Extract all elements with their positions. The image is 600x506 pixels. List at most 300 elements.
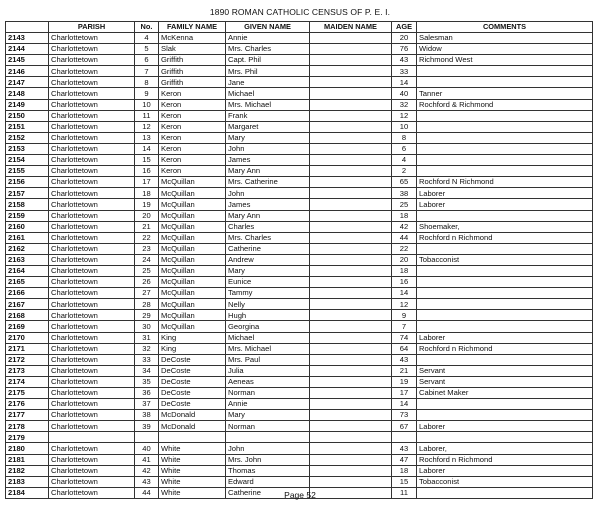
column-header-age: AGE (392, 22, 417, 33)
table-row (6, 421, 593, 432)
table-row (6, 376, 593, 387)
cell-given-name: Michael (226, 332, 310, 343)
cell-age: 14 (392, 399, 417, 410)
cell-parish: Charlottetown (49, 410, 135, 421)
cell-comments: Laborer, (417, 443, 593, 454)
cell-household-number: 41 (135, 454, 159, 465)
cell-parish: Charlottetown (49, 332, 135, 343)
cell-parish: Charlottetown (49, 99, 135, 110)
cell-age: 64 (392, 343, 417, 354)
cell-maiden-name (310, 443, 392, 454)
cell-maiden-name (310, 376, 392, 387)
cell-maiden-name (310, 299, 392, 310)
cell-maiden-name (310, 354, 392, 365)
cell-family-name: Slak (159, 44, 226, 55)
cell-given-name: Mrs. Michael (226, 343, 310, 354)
cell-family-name: DeCoste (159, 365, 226, 376)
cell-record-number: 2172 (6, 354, 49, 365)
table-row (6, 77, 593, 88)
cell-family-name: McQuillan (159, 199, 226, 210)
cell-comments: Servant (417, 376, 593, 387)
cell-parish (49, 432, 135, 443)
cell-family-name: McQuillan (159, 265, 226, 276)
cell-family-name: Keron (159, 155, 226, 166)
cell-family-name: White (159, 487, 226, 498)
cell-comments: Servant (417, 365, 593, 376)
cell-comments (417, 299, 593, 310)
cell-record-number: 2170 (6, 332, 49, 343)
cell-age: 43 (392, 354, 417, 365)
table-row (6, 199, 593, 210)
cell-age: 43 (392, 55, 417, 66)
cell-comments: Laborer (417, 188, 593, 199)
cell-family-name: McQuillan (159, 188, 226, 199)
cell-comments: Shoemaker, (417, 221, 593, 232)
cell-family-name: King (159, 332, 226, 343)
cell-parish: Charlottetown (49, 110, 135, 121)
cell-family-name: McQuillan (159, 232, 226, 243)
table-row (6, 232, 593, 243)
cell-record-number: 2167 (6, 299, 49, 310)
cell-household-number: 24 (135, 254, 159, 265)
cell-given-name: Mrs. Phil (226, 66, 310, 77)
cell-record-number: 2173 (6, 365, 49, 376)
cell-household-number: 17 (135, 177, 159, 188)
cell-family-name: White (159, 443, 226, 454)
table-row (6, 299, 593, 310)
cell-comments: Cabinet Maker (417, 388, 593, 399)
cell-family-name: McQuillan (159, 299, 226, 310)
cell-household-number: 27 (135, 288, 159, 299)
cell-comments: Rochford n Richmond (417, 232, 593, 243)
cell-household-number: 31 (135, 332, 159, 343)
cell-family-name: DeCoste (159, 388, 226, 399)
cell-parish: Charlottetown (49, 343, 135, 354)
cell-maiden-name (310, 254, 392, 265)
cell-household-number: 16 (135, 166, 159, 177)
cell-maiden-name (310, 99, 392, 110)
cell-comments (417, 410, 593, 421)
cell-maiden-name (310, 454, 392, 465)
table-row (6, 99, 593, 110)
cell-age: 40 (392, 88, 417, 99)
cell-record-number: 2143 (6, 33, 49, 44)
cell-maiden-name (310, 155, 392, 166)
cell-maiden-name (310, 33, 392, 44)
cell-family-name: McDonald (159, 410, 226, 421)
cell-maiden-name (310, 66, 392, 77)
cell-comments (417, 166, 593, 177)
cell-household-number: 29 (135, 310, 159, 321)
cell-household-number: 9 (135, 88, 159, 99)
cell-comments: Rochford n Richmond (417, 343, 593, 354)
cell-family-name: DeCoste (159, 376, 226, 387)
cell-age: 65 (392, 177, 417, 188)
cell-maiden-name (310, 343, 392, 354)
cell-given-name: James (226, 155, 310, 166)
table-row (6, 55, 593, 66)
cell-maiden-name (310, 221, 392, 232)
cell-parish: Charlottetown (49, 55, 135, 66)
cell-record-number: 2165 (6, 277, 49, 288)
cell-maiden-name (310, 365, 392, 376)
cell-given-name: John (226, 188, 310, 199)
cell-age: 67 (392, 421, 417, 432)
cell-age: 47 (392, 454, 417, 465)
cell-given-name: Annie (226, 33, 310, 44)
cell-given-name: Aeneas (226, 376, 310, 387)
cell-maiden-name (310, 88, 392, 99)
table-row (6, 277, 593, 288)
cell-parish: Charlottetown (49, 277, 135, 288)
cell-family-name: McDonald (159, 421, 226, 432)
cell-parish: Charlottetown (49, 310, 135, 321)
cell-household-number: 39 (135, 421, 159, 432)
cell-comments (417, 243, 593, 254)
cell-given-name: Mrs. Charles (226, 44, 310, 55)
cell-parish: Charlottetown (49, 232, 135, 243)
census-table (5, 21, 593, 499)
cell-record-number: 2152 (6, 132, 49, 143)
cell-family-name: Keron (159, 166, 226, 177)
cell-family-name: Griffith (159, 77, 226, 88)
cell-record-number: 2176 (6, 399, 49, 410)
cell-given-name: Thomas (226, 465, 310, 476)
cell-family-name: McQuillan (159, 310, 226, 321)
cell-comments (417, 399, 593, 410)
cell-family-name: King (159, 343, 226, 354)
cell-age: 14 (392, 77, 417, 88)
cell-comments (417, 354, 593, 365)
cell-age: 15 (392, 476, 417, 487)
cell-household-number: 33 (135, 354, 159, 365)
cell-given-name: Julia (226, 365, 310, 376)
cell-record-number: 2184 (6, 487, 49, 498)
cell-given-name: Mary (226, 410, 310, 421)
cell-household-number: 20 (135, 210, 159, 221)
cell-given-name: Georgina (226, 321, 310, 332)
cell-comments (417, 132, 593, 143)
cell-age: 74 (392, 332, 417, 343)
cell-household-number: 19 (135, 199, 159, 210)
cell-given-name: Michael (226, 88, 310, 99)
table-row (6, 432, 593, 443)
cell-comments (417, 143, 593, 154)
cell-parish: Charlottetown (49, 143, 135, 154)
cell-age: 21 (392, 365, 417, 376)
cell-household-number: 5 (135, 44, 159, 55)
cell-household-number: 18 (135, 188, 159, 199)
cell-parish: Charlottetown (49, 487, 135, 498)
cell-parish: Charlottetown (49, 265, 135, 276)
cell-parish: Charlottetown (49, 221, 135, 232)
cell-record-number: 2179 (6, 432, 49, 443)
cell-record-number: 2178 (6, 421, 49, 432)
cell-record-number: 2175 (6, 388, 49, 399)
cell-comments (417, 210, 593, 221)
cell-family-name: White (159, 476, 226, 487)
cell-family-name: White (159, 454, 226, 465)
column-header-family-name: FAMILY NAME (159, 22, 226, 33)
cell-comments: Tanner (417, 88, 593, 99)
cell-household-number: 32 (135, 343, 159, 354)
table-row (6, 243, 593, 254)
page-number: Page 52 (284, 490, 316, 500)
column-header-comments: COMMENTS (417, 22, 593, 33)
cell-given-name: Mrs. Paul (226, 354, 310, 365)
cell-age: 19 (392, 376, 417, 387)
cell-parish: Charlottetown (49, 177, 135, 188)
cell-household-number (135, 432, 159, 443)
table-row (6, 443, 593, 454)
table-row (6, 121, 593, 132)
table-row (6, 454, 593, 465)
cell-parish: Charlottetown (49, 121, 135, 132)
cell-record-number: 2171 (6, 343, 49, 354)
cell-family-name: DeCoste (159, 354, 226, 365)
cell-record-number: 2159 (6, 210, 49, 221)
cell-age: 44 (392, 232, 417, 243)
cell-parish: Charlottetown (49, 354, 135, 365)
cell-household-number: 21 (135, 221, 159, 232)
cell-household-number: 37 (135, 399, 159, 410)
cell-maiden-name (310, 388, 392, 399)
cell-age: 7 (392, 321, 417, 332)
cell-parish: Charlottetown (49, 210, 135, 221)
cell-given-name: Eunice (226, 277, 310, 288)
cell-family-name: McKenna (159, 33, 226, 44)
cell-family-name: Keron (159, 110, 226, 121)
cell-given-name: Mary Ann (226, 166, 310, 177)
cell-maiden-name (310, 166, 392, 177)
cell-household-number: 10 (135, 99, 159, 110)
cell-parish: Charlottetown (49, 199, 135, 210)
cell-maiden-name (310, 199, 392, 210)
cell-comments (417, 77, 593, 88)
cell-family-name: Griffith (159, 66, 226, 77)
cell-age: 43 (392, 443, 417, 454)
table-row (6, 66, 593, 77)
cell-household-number: 30 (135, 321, 159, 332)
cell-household-number: 22 (135, 232, 159, 243)
cell-parish: Charlottetown (49, 388, 135, 399)
cell-age: 76 (392, 44, 417, 55)
cell-parish: Charlottetown (49, 77, 135, 88)
table-row (6, 132, 593, 143)
cell-family-name: McQuillan (159, 210, 226, 221)
cell-household-number: 28 (135, 299, 159, 310)
cell-maiden-name (310, 421, 392, 432)
census-body (6, 33, 593, 499)
cell-record-number: 2182 (6, 465, 49, 476)
cell-household-number: 6 (135, 55, 159, 66)
cell-age: 16 (392, 277, 417, 288)
cell-record-number: 2161 (6, 232, 49, 243)
cell-maiden-name (310, 465, 392, 476)
cell-record-number: 2156 (6, 177, 49, 188)
cell-family-name: McQuillan (159, 221, 226, 232)
cell-maiden-name (310, 321, 392, 332)
cell-given-name: Mrs. Michael (226, 99, 310, 110)
table-row (6, 88, 593, 99)
cell-family-name: McQuillan (159, 277, 226, 288)
cell-household-number: 35 (135, 376, 159, 387)
cell-family-name: Keron (159, 99, 226, 110)
cell-given-name: Mary Ann (226, 210, 310, 221)
cell-family-name: White (159, 465, 226, 476)
cell-age: 18 (392, 465, 417, 476)
cell-comments: Laborer (417, 465, 593, 476)
cell-parish: Charlottetown (49, 476, 135, 487)
cell-maiden-name (310, 232, 392, 243)
cell-age: 18 (392, 210, 417, 221)
cell-maiden-name (310, 432, 392, 443)
column-header-record (6, 22, 49, 33)
cell-parish: Charlottetown (49, 155, 135, 166)
cell-maiden-name (310, 277, 392, 288)
cell-parish: Charlottetown (49, 33, 135, 44)
table-row (6, 166, 593, 177)
cell-family-name: McQuillan (159, 288, 226, 299)
cell-parish: Charlottetown (49, 188, 135, 199)
cell-household-number: 8 (135, 77, 159, 88)
cell-comments (417, 66, 593, 77)
cell-household-number: 43 (135, 476, 159, 487)
cell-given-name: Frank (226, 110, 310, 121)
cell-parish: Charlottetown (49, 299, 135, 310)
cell-comments (417, 310, 593, 321)
cell-age: 14 (392, 288, 417, 299)
cell-age: 22 (392, 243, 417, 254)
cell-given-name: Andrew (226, 254, 310, 265)
cell-family-name: Keron (159, 143, 226, 154)
cell-comments (417, 432, 593, 443)
cell-household-number: 40 (135, 443, 159, 454)
cell-age (392, 432, 417, 443)
cell-given-name: James (226, 199, 310, 210)
column-header-maiden-name: MAIDEN NAME (310, 22, 392, 33)
cell-maiden-name (310, 77, 392, 88)
cell-age: 8 (392, 132, 417, 143)
cell-record-number: 2155 (6, 166, 49, 177)
cell-given-name: Catherine (226, 487, 310, 498)
cell-comments (417, 155, 593, 166)
cell-record-number: 2177 (6, 410, 49, 421)
cell-household-number: 38 (135, 410, 159, 421)
cell-given-name: Annie (226, 399, 310, 410)
cell-given-name: Charles (226, 221, 310, 232)
table-row (6, 188, 593, 199)
table-row (6, 354, 593, 365)
cell-maiden-name (310, 243, 392, 254)
cell-maiden-name (310, 310, 392, 321)
table-row (6, 110, 593, 121)
cell-household-number: 14 (135, 143, 159, 154)
cell-age: 2 (392, 166, 417, 177)
cell-comments: Widow (417, 44, 593, 55)
cell-given-name: Norman (226, 421, 310, 432)
cell-household-number: 23 (135, 243, 159, 254)
cell-household-number: 12 (135, 121, 159, 132)
table-row (6, 44, 593, 55)
cell-household-number: 25 (135, 265, 159, 276)
cell-given-name: Mrs. Charles (226, 232, 310, 243)
cell-parish: Charlottetown (49, 288, 135, 299)
cell-family-name: McQuillan (159, 177, 226, 188)
cell-record-number: 2162 (6, 243, 49, 254)
table-row (6, 155, 593, 166)
cell-record-number: 2183 (6, 476, 49, 487)
table-row (6, 221, 593, 232)
cell-household-number: 11 (135, 110, 159, 121)
cell-record-number: 2174 (6, 376, 49, 387)
cell-given-name: Margaret (226, 121, 310, 132)
cell-age: 18 (392, 265, 417, 276)
cell-comments: Richmond West (417, 55, 593, 66)
cell-household-number: 36 (135, 388, 159, 399)
cell-household-number: 34 (135, 365, 159, 376)
cell-record-number: 2160 (6, 221, 49, 232)
cell-maiden-name (310, 177, 392, 188)
cell-parish: Charlottetown (49, 254, 135, 265)
cell-record-number: 2158 (6, 199, 49, 210)
table-row (6, 310, 593, 321)
cell-age: 32 (392, 99, 417, 110)
cell-maiden-name (310, 288, 392, 299)
cell-maiden-name (310, 121, 392, 132)
table-row (6, 254, 593, 265)
cell-given-name: Edward (226, 476, 310, 487)
cell-record-number: 2150 (6, 110, 49, 121)
cell-household-number: 7 (135, 66, 159, 77)
cell-comments (417, 277, 593, 288)
cell-given-name: John (226, 143, 310, 154)
cell-record-number: 2144 (6, 44, 49, 55)
column-header-no: No. (135, 22, 159, 33)
cell-record-number: 2180 (6, 443, 49, 454)
cell-given-name (226, 432, 310, 443)
table-row (6, 332, 593, 343)
cell-family-name: McQuillan (159, 243, 226, 254)
cell-parish: Charlottetown (49, 376, 135, 387)
cell-comments: Salesman (417, 33, 593, 44)
cell-maiden-name (310, 410, 392, 421)
cell-family-name: Keron (159, 88, 226, 99)
cell-parish: Charlottetown (49, 465, 135, 476)
cell-record-number: 2149 (6, 99, 49, 110)
cell-maiden-name (310, 265, 392, 276)
cell-parish: Charlottetown (49, 421, 135, 432)
cell-family-name: McQuillan (159, 254, 226, 265)
cell-comments (417, 121, 593, 132)
table-row (6, 465, 593, 476)
cell-comments: Tobacconist (417, 254, 593, 265)
cell-comments: Tobacconist (417, 476, 593, 487)
table-row (6, 365, 593, 376)
cell-parish: Charlottetown (49, 443, 135, 454)
cell-record-number: 2147 (6, 77, 49, 88)
cell-parish: Charlottetown (49, 321, 135, 332)
cell-household-number: 44 (135, 487, 159, 498)
cell-household-number: 42 (135, 465, 159, 476)
cell-household-number: 13 (135, 132, 159, 143)
cell-age: 20 (392, 33, 417, 44)
cell-family-name: Keron (159, 121, 226, 132)
cell-given-name: Jane (226, 77, 310, 88)
cell-comments: Rochford N Richmond (417, 177, 593, 188)
cell-household-number: 4 (135, 33, 159, 44)
cell-record-number: 2168 (6, 310, 49, 321)
